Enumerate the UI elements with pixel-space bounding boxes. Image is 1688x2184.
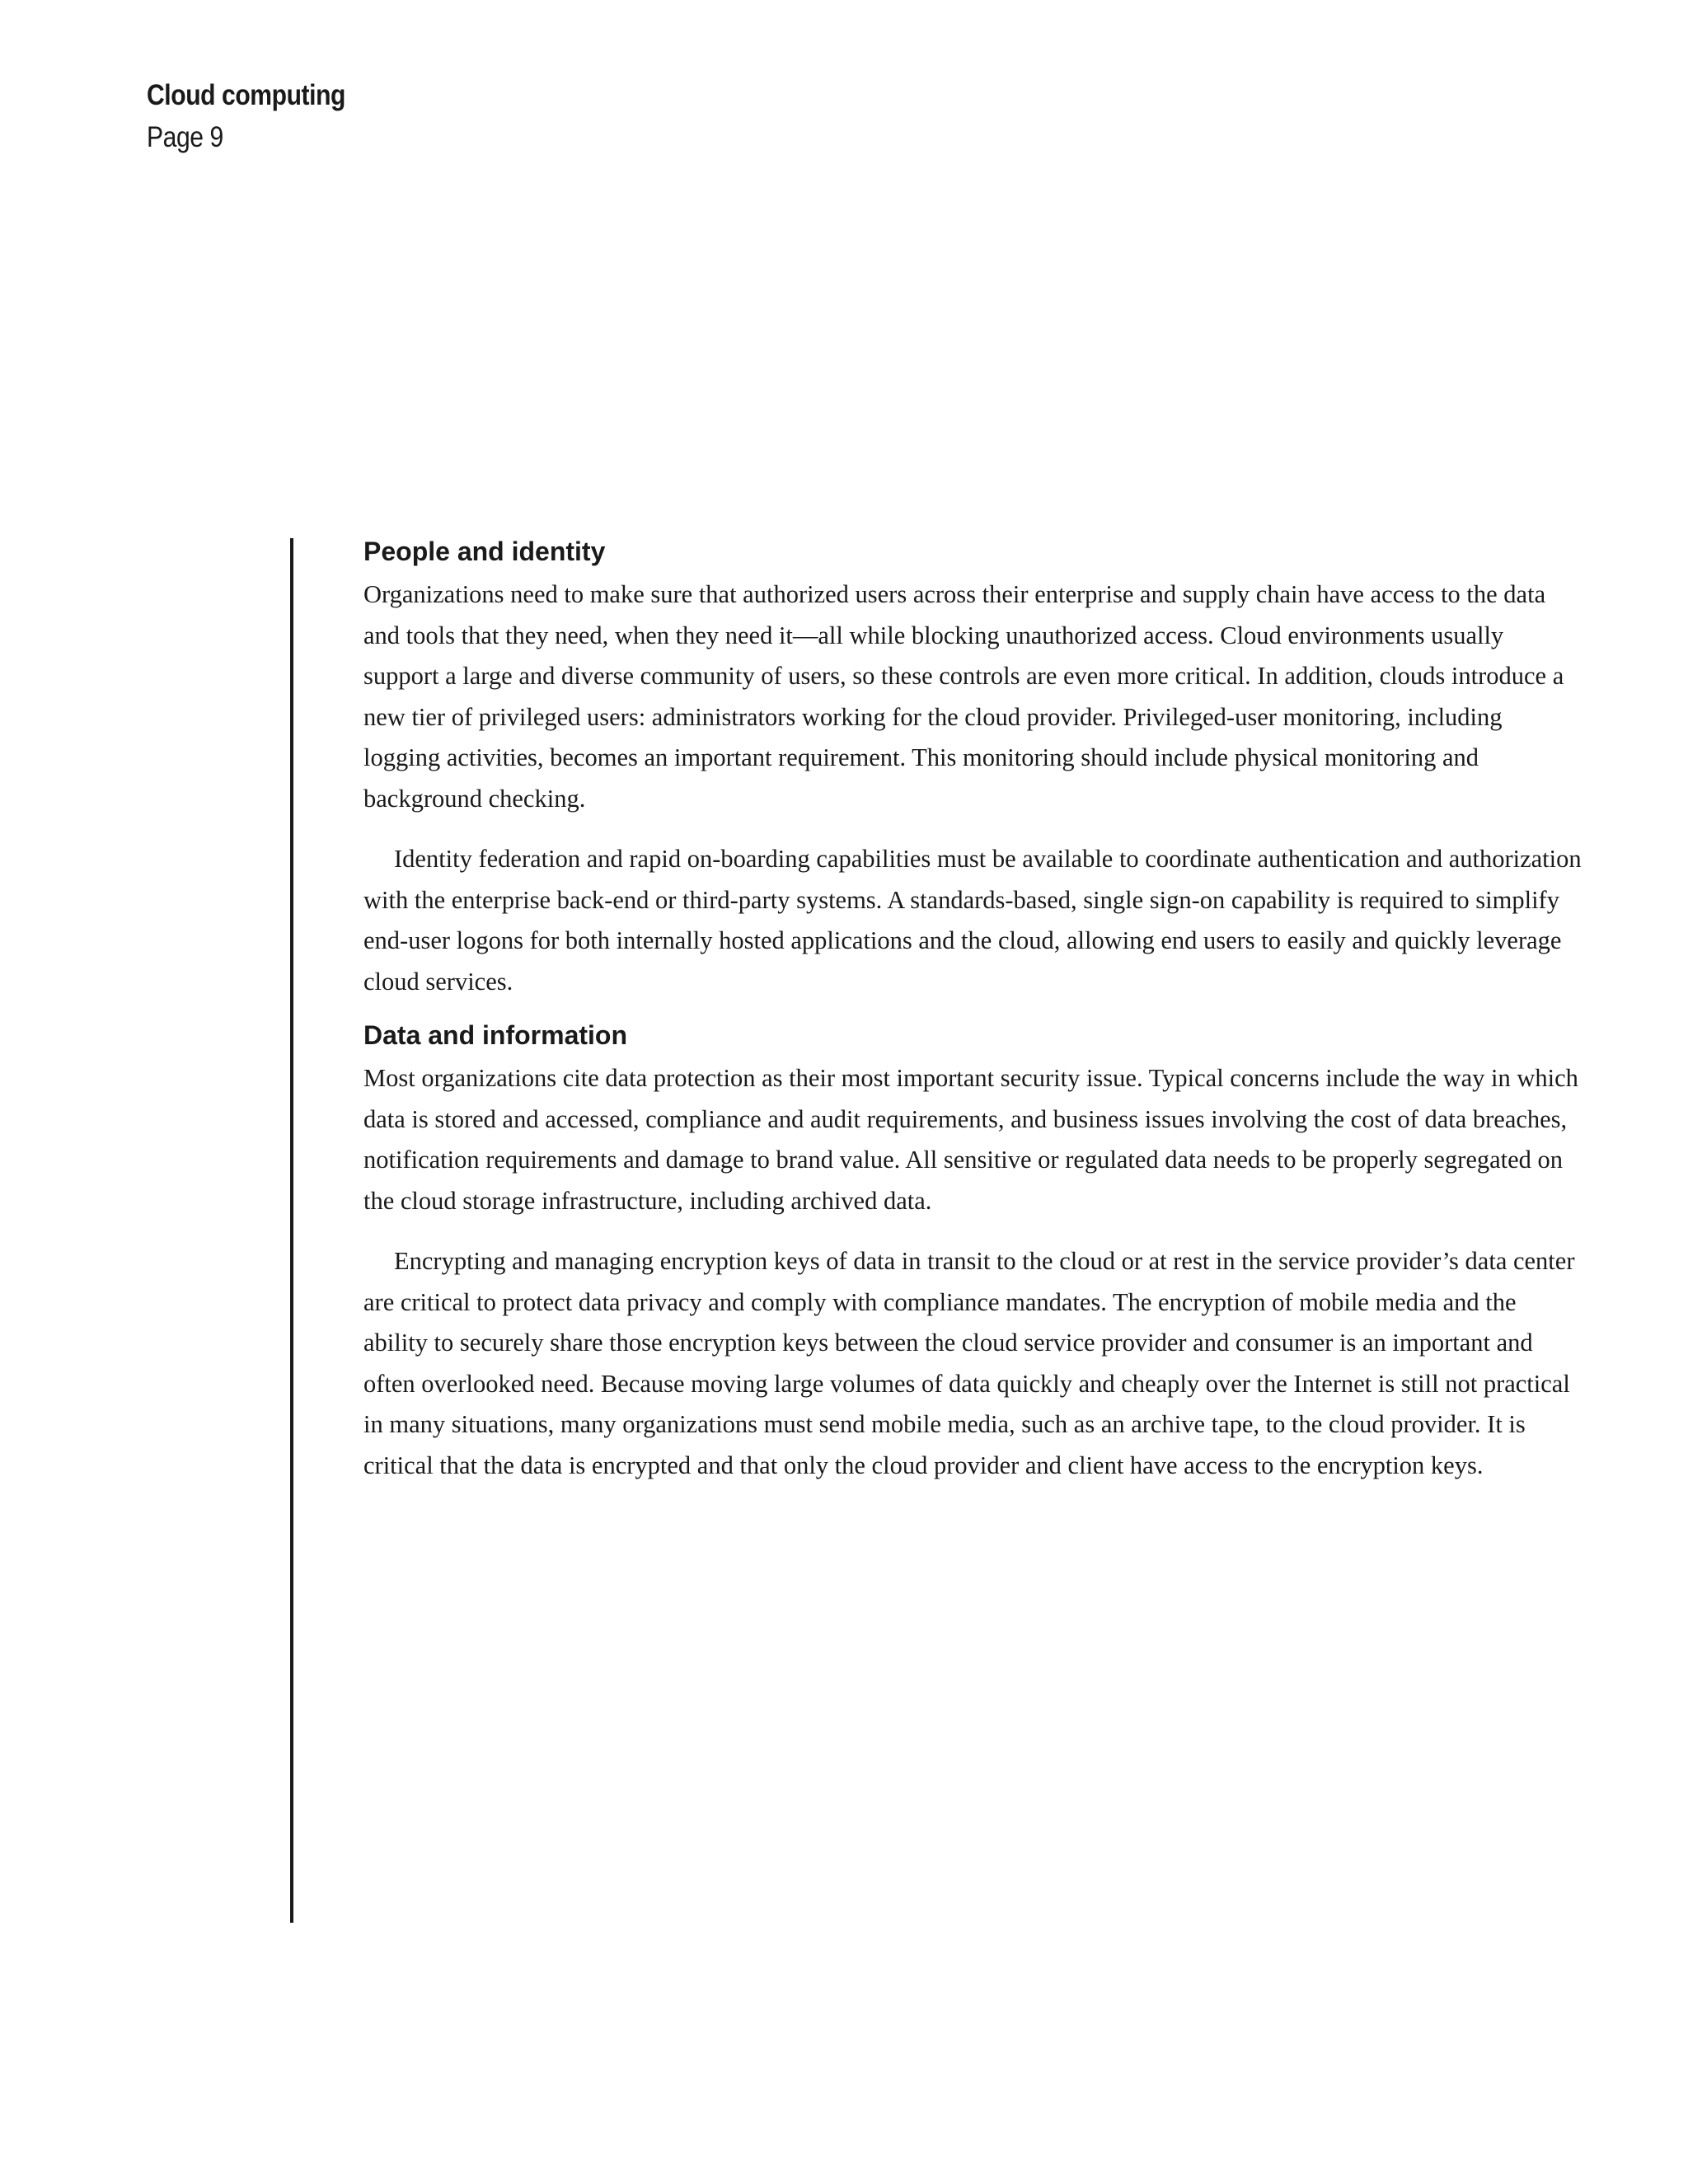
body-paragraph: Encrypting and managing encryption keys of data in transit to the cloud or at rest in the service provider’s data center are critical to protect data privacy and comply with compliance mandates. The encryption of mobile media and the ability to securely share those encryption keys between the cloud service provider and consumer is an important and often overlooked need. Because moving large volumes of data quickly and cheaply over the Internet is still not practical in many situations, many organizations must send mobile media, such as an archive tape, to the cloud provider. It is critical that the data is encrypted and that only the cloud provider and client have access to the encryption keys. bbox=[363, 1247, 1575, 1479]
section-heading: Data and information bbox=[363, 1020, 628, 1050]
page-number: Page 9 bbox=[147, 121, 223, 153]
section-heading: People and identity bbox=[363, 537, 606, 566]
section-data-and-information bbox=[363, 1017, 1583, 1486]
vertical-rule bbox=[290, 538, 293, 1923]
document-title: Cloud computing bbox=[147, 79, 346, 111]
body-paragraph: Most organizations cite data protection as their most important security issue. Typical concerns include the way in which data is stored and accessed, compliance and audit requirements, and business issues involving the cost of data breaches, notification requirements and damage to brand value. All sensitive or regulated data needs to be properly segregated on the cloud storage infrastructure, including archived data. bbox=[363, 1064, 1578, 1215]
main-content bbox=[363, 533, 1583, 1506]
section-people-and-identity bbox=[363, 533, 1583, 1002]
body-paragraph: Organizations need to make sure that authorized users across their enterprise and supply chain have access to the data and tools that they need, when they need it—all while blocking unauthorized access. Cloud environments usually support a large and diverse community of users, so these controls are even more critical. In addition, clouds introduce a new tier of privileged users: administrators working for the cloud provider. Privileged-user monitoring, including logging activities, becomes an important requirement. This monitoring should include physical monitoring and background checking. bbox=[363, 580, 1564, 813]
body-paragraph: Identity federation and rapid on-boarding capabilities must be available to coordinate authentication and authorization with the enterprise back-end or third-party systems. A standards-based, single sign-on capability is required to simplify end-user logons for both internally hosted applications and the cloud, allowing end users to easily and quickly leverage cloud services. bbox=[363, 845, 1582, 996]
